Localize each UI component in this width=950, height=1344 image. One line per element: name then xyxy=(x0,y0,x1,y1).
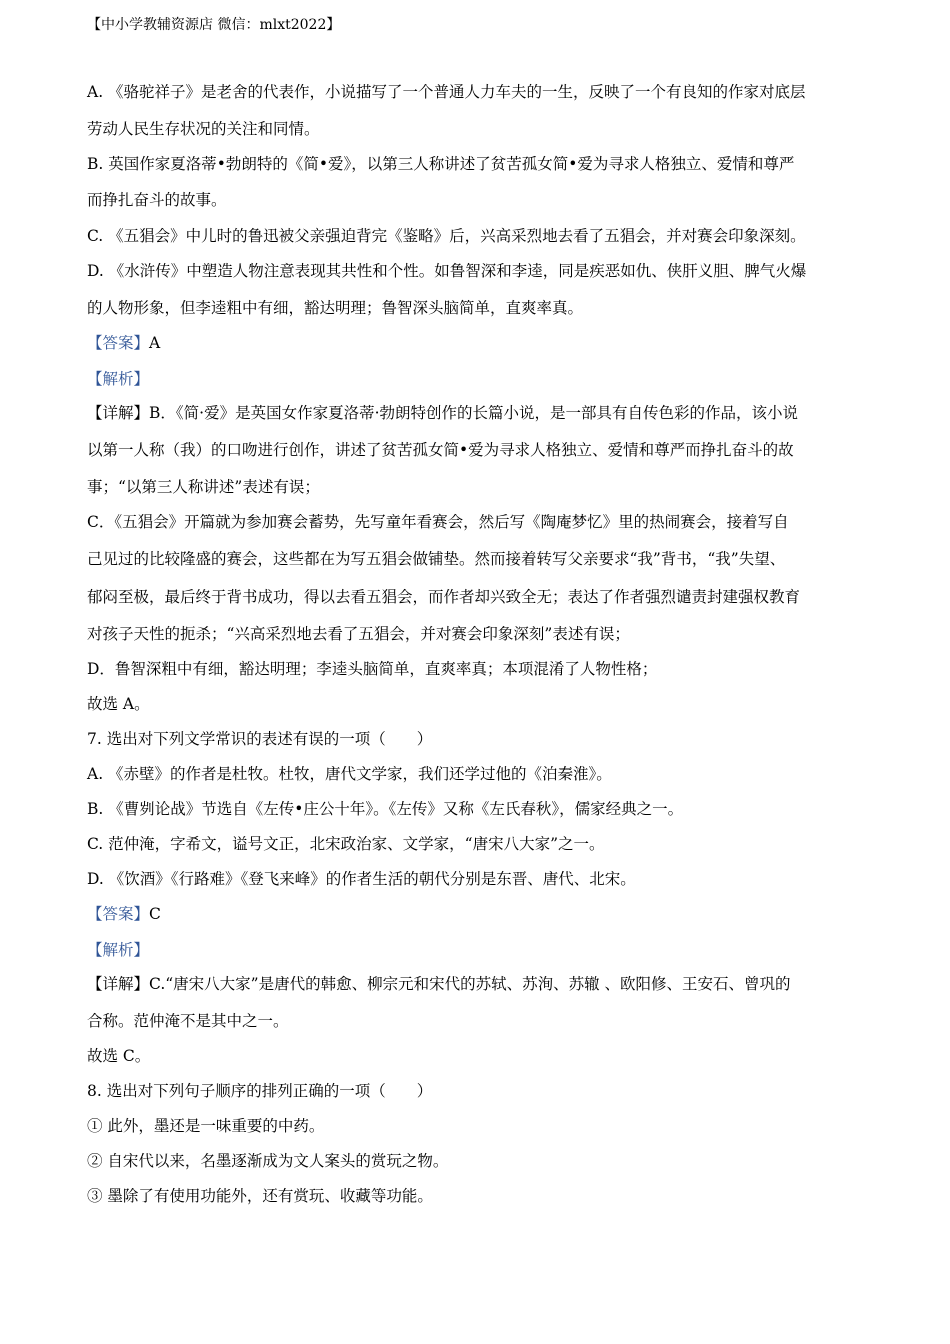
q7-analysis-tag xyxy=(87,940,149,960)
q7-detail-line1 xyxy=(87,974,791,994)
q7-option-d: D. 《饮酒》《行路难》《登飞来峰》的作者生活的朝代分别是东晋、唐代、北宋。 xyxy=(87,870,636,888)
q6-option-d-line2: 的人物形象，但李逵粗中有细，豁达明理；鲁智深头脑简单，直爽率真。 xyxy=(87,299,584,317)
q6-detail-line1 xyxy=(87,403,798,423)
page-header: 【中小学教辅资源店 微信：mlxt2022】 xyxy=(87,17,341,33)
q6-detail-line5: 己见过的比较隆盛的赛会，这些都在为写五猖会做铺垫。然而接着转写父亲要求“我”背书，“我”失望、 xyxy=(87,550,786,568)
q6-option-b-line1: B. 英国作家夏洛蒂•勃朗特的《简•爱》，以第三人称讲述了贫苦孤女简•爱为寻求人格独立、爱情和尊严 xyxy=(87,155,795,173)
q7-stem: 7. 选出对下列文学常识的表述有误的一项（ ） xyxy=(87,730,433,748)
answer-value: A xyxy=(149,334,161,352)
q6-analysis-tag xyxy=(87,369,149,389)
q8-item-3: ③ 墨除了有使用功能外，还有赏玩、收藏等功能。 xyxy=(87,1187,433,1205)
q7-conclusion: 故选 C。 xyxy=(87,1047,151,1065)
answer-value: C xyxy=(149,905,161,923)
q7-detail-line2: 合称。范仲淹不是其中之一。 xyxy=(87,1012,289,1030)
q6-option-b-line2: 而挣扎奋斗的故事。 xyxy=(87,191,227,209)
q8-item-2: ② 自宋代以来，名墨逐渐成为文人案头的赏玩之物。 xyxy=(87,1152,449,1170)
q7-option-a: A. 《赤壁》的作者是杜牧。杜牧，唐代文学家，我们还学过他的《泊秦淮》。 xyxy=(87,765,612,783)
q6-detail-line7: 对孩子天性的扼杀；“兴高采烈地去看了五猖会，并对赛会印象深刻”表述有误； xyxy=(87,625,630,643)
q6-detail-line3: 事；“以第三人称讲述”表述有误； xyxy=(87,478,320,496)
answer-tag: 【答案】 xyxy=(87,905,150,923)
answer-tag: 【答案】 xyxy=(87,334,150,352)
q6-conclusion: 故选 A。 xyxy=(87,695,150,713)
q6-option-d-line1: D. 《水浒传》中塑造人物注意表现其共性和个性。如鲁智深和李逵，同是疾恶如仇、侠肝义胆、脾气火爆 xyxy=(87,262,807,280)
detail-text: C.“唐宋八大家”是唐代的韩愈、柳宗元和宋代的苏轼、苏洵、苏辙 、欧阳修、王安石、曾巩的 xyxy=(149,975,791,993)
q6-detail-line2: 以第一人称（我）的口吻进行创作，讲述了贫苦孤女简•爱为寻求人格独立、爱情和尊严而挣扎奋斗的故 xyxy=(87,441,794,459)
q7-option-c: C. 范仲淹，字希文，谥号文正，北宋政治家、文学家，“唐宋八大家”之一。 xyxy=(87,835,605,853)
q8-item-1: ① 此外，墨还是一味重要的中药。 xyxy=(87,1117,325,1135)
analysis-tag: 【解析】 xyxy=(87,941,150,959)
q7-option-b: B. 《曹刿论战》节选自《左传•庄公十年》。《左传》又称《左氏春秋》，儒家经典之一。 xyxy=(87,800,684,818)
q6-detail-line4: C．《五猖会》开篇就为参加赛会蓄势，先写童年看赛会，然后写《陶庵梦忆》里的热闹赛会，接着写自 xyxy=(87,513,789,531)
detail-tag: 【详解】 xyxy=(87,404,150,422)
q8-stem: 8. 选出对下列句子顺序的排列正确的一项（ ） xyxy=(87,1082,433,1100)
q7-answer xyxy=(87,904,161,924)
q6-option-c: C. 《五猖会》中儿时的鲁迅被父亲强迫背完《鉴略》后，兴高采烈地去看了五猖会，并对赛会印象深刻。 xyxy=(87,227,806,245)
detail-text: B．《简·爱》是英国女作家夏洛蒂·勃朗特创作的长篇小说，是一部具有自传色彩的作品，该小说 xyxy=(149,404,799,422)
detail-tag: 【详解】 xyxy=(87,975,150,993)
q6-option-a-line1: A. 《骆驼祥子》是老舍的代表作，小说描写了一个普通人力车夫的一生，反映了一个有良知的作家对底层 xyxy=(87,83,806,101)
q6-detail-line6: 郁闷至极，最后终于背书成功，得以去看五猖会，而作者却兴致全无；表达了作者强烈谴责封建强权教育 xyxy=(87,588,801,606)
q6-answer xyxy=(87,333,160,353)
q6-detail-line8: D．鲁智深粗中有细，豁达明理；李逵头脑简单，直爽率真；本项混淆了人物性格； xyxy=(87,660,658,678)
q6-option-a-line2: 劳动人民生存状况的关注和同情。 xyxy=(87,120,320,138)
analysis-tag: 【解析】 xyxy=(87,370,150,388)
